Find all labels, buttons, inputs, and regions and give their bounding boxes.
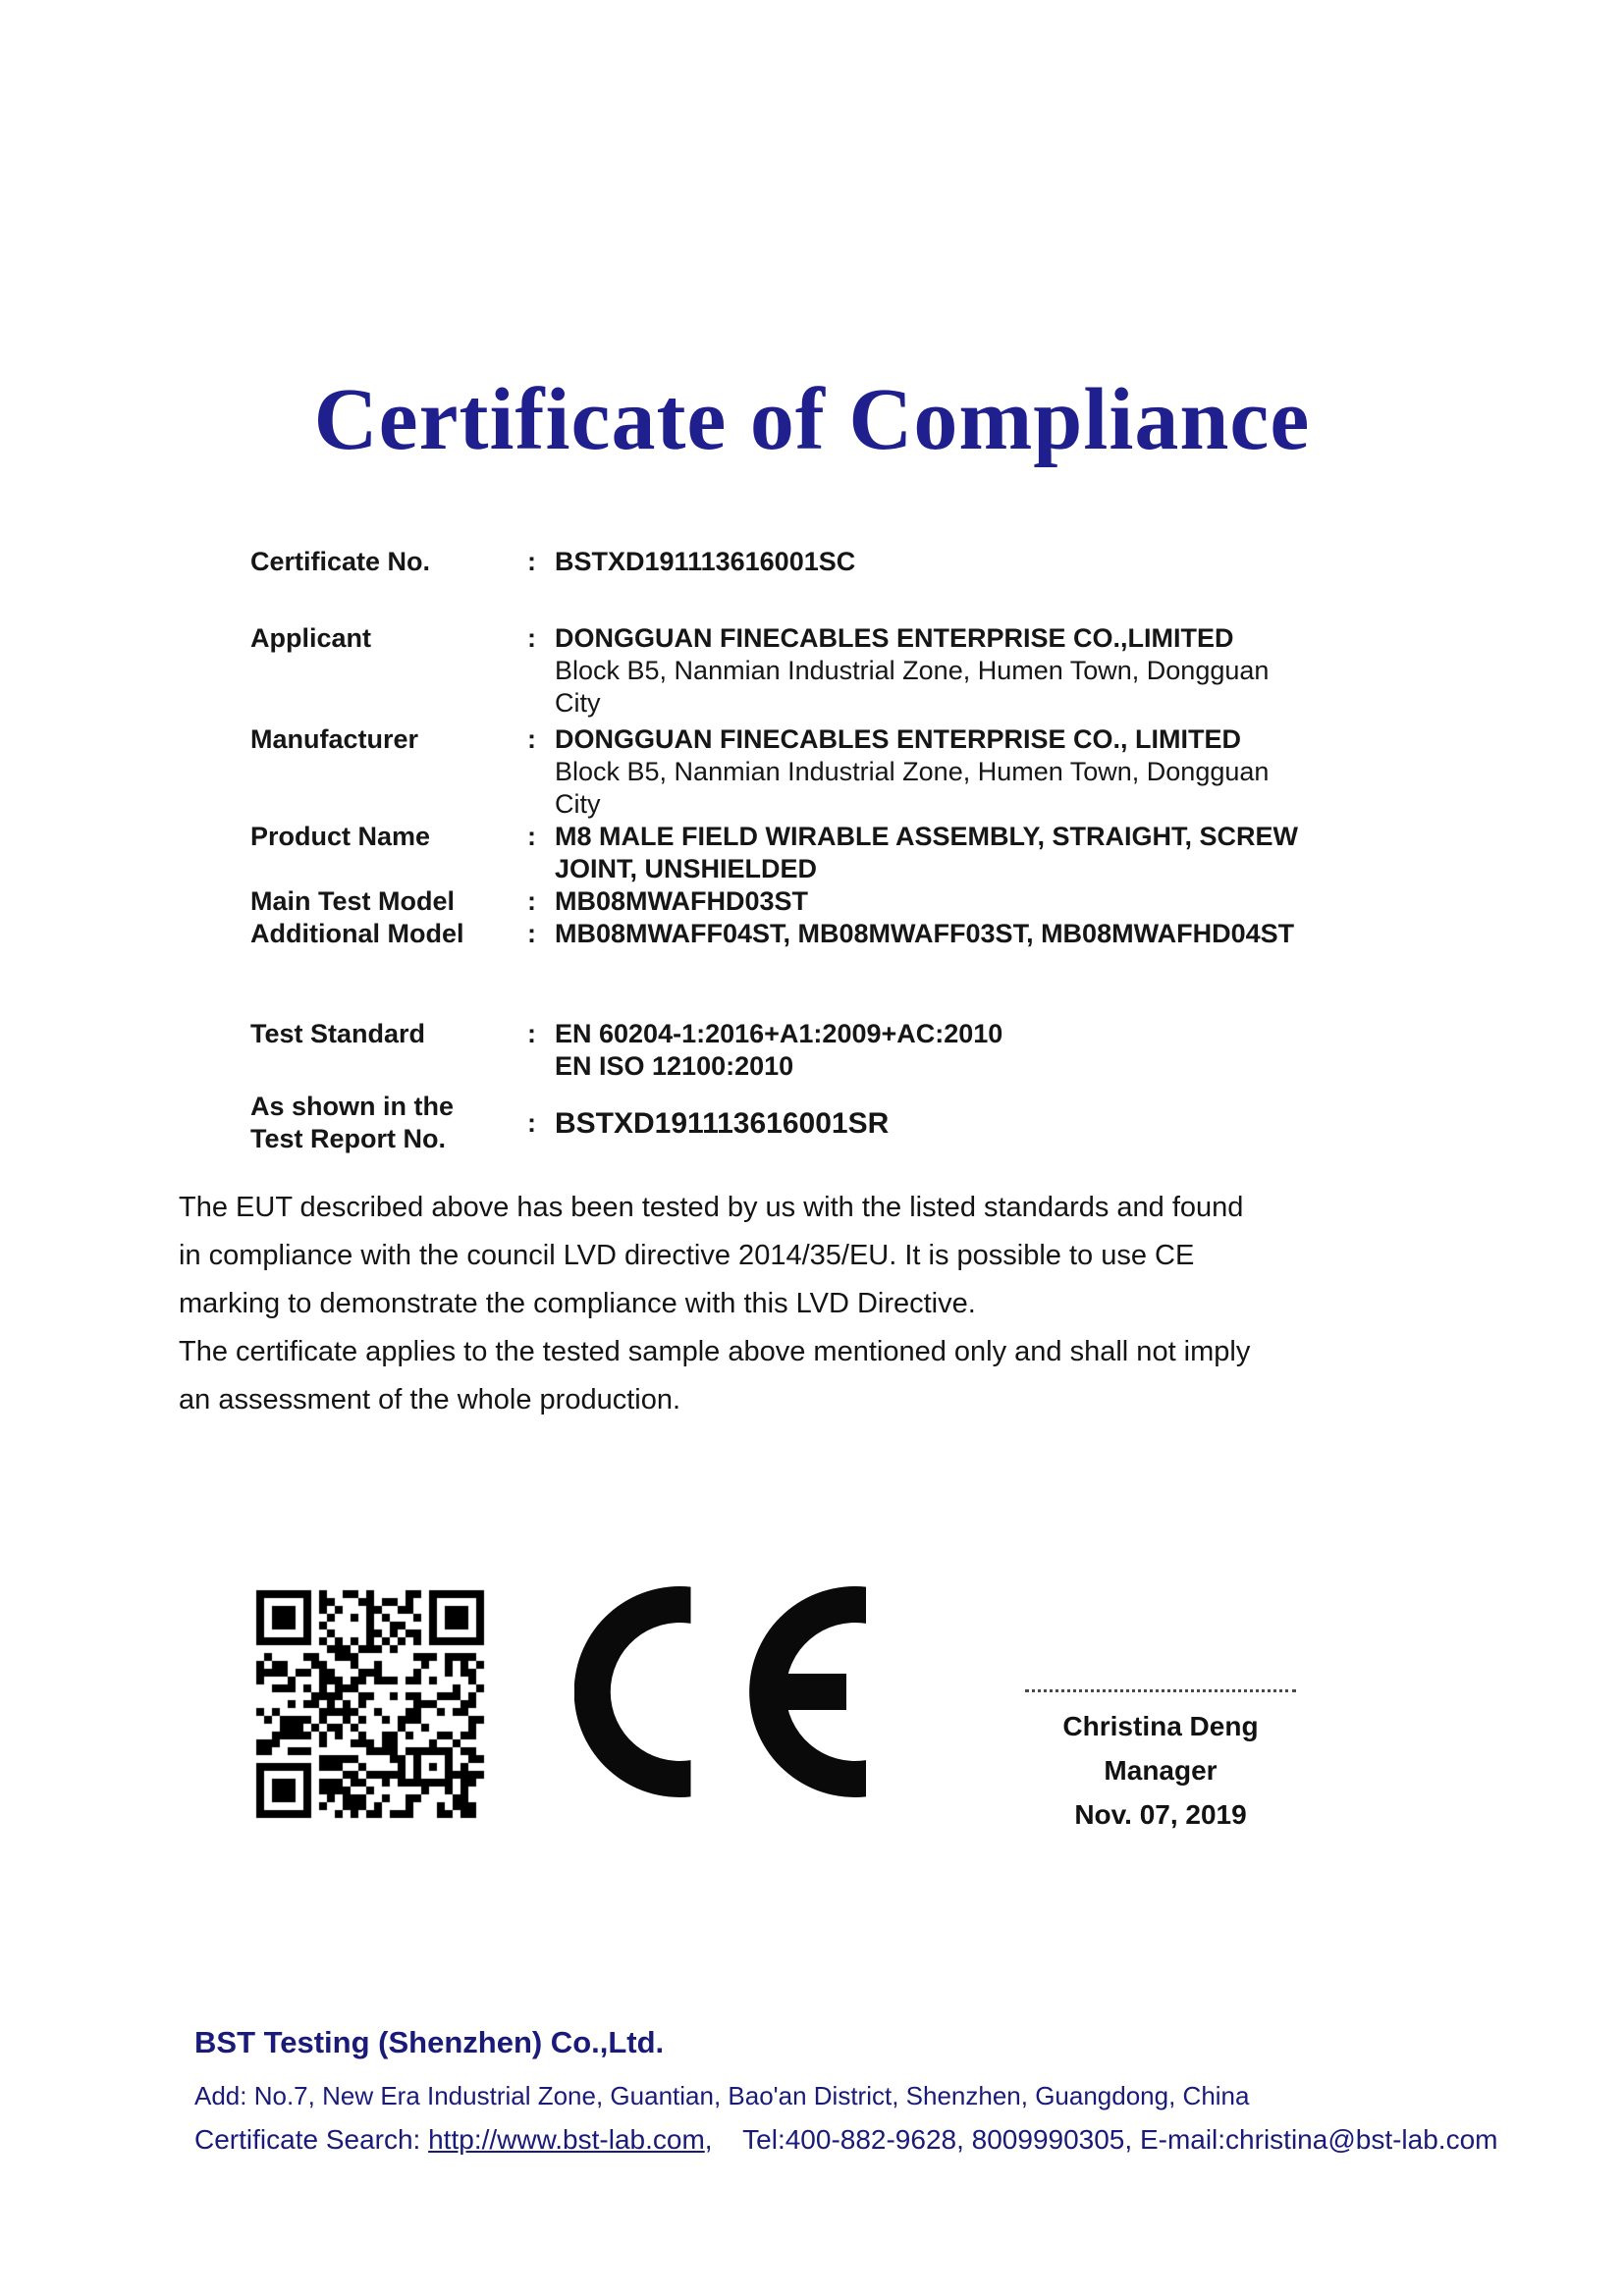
declaration-line: an assessment of the whole production. [179,1384,681,1415]
field-colon: : [527,822,536,851]
manufacturer-address-line2: City [555,789,601,819]
field-row-main-test-model [250,885,1478,918]
field-label-line1: As shown in the [250,1092,455,1121]
certificate-fields [250,546,1478,1155]
signatory-name: Christina Deng [1062,1711,1259,1741]
additional-model-value: MB08MWAFF04ST, MB08MWAFF03ST, MB08MWAFHD04ST [555,919,1295,948]
field-row-manufacturer [250,723,1478,821]
certificate-search-url[interactable]: http://www.bst-lab.com [428,2124,705,2155]
field-colon: : [527,724,536,754]
field-label: Main Test Model [250,886,456,916]
applicant-address-line2: City [555,688,601,718]
field-colon: : [527,919,536,948]
field-row-product-name [250,821,1478,885]
page-title: Certificate of Compliance [313,371,1311,468]
footer [194,2026,1497,2156]
declaration-line: marking to demonstrate the compliance with this LVD Directive. [179,1288,976,1319]
qr-code [254,1588,486,1820]
field-label: Test Standard [250,1019,426,1048]
declaration-paragraph [179,1184,1485,1424]
field-colon: : [527,886,536,916]
ce-letter-c [574,1586,691,1797]
field-label: Certificate No. [250,547,431,576]
field-row-applicant [250,622,1478,720]
field-label: Applicant [250,623,372,653]
test-report-no-value: BSTXD191113616001SR [555,1106,890,1140]
ce-mark [574,1586,866,1797]
test-standard-line1: EN 60204-1:2016+A1:2009+AC:2010 [555,1019,1003,1048]
field-label: Product Name [250,822,431,851]
footer-company-name: BST Testing (Shenzhen) Co.,Ltd. [194,2025,665,2059]
declaration-line: The EUT described above has been tested by us with the listed standards and found [179,1192,1244,1223]
field-colon: : [527,1019,536,1048]
field-row-additional-model [250,918,1478,950]
test-standard-line2: EN ISO 12100:2010 [555,1051,794,1081]
field-label-line2: Test Report No. [250,1124,447,1153]
ce-letter-e-bar [782,1674,846,1710]
field-colon: : [527,547,536,576]
footer-contact-line [194,2124,1497,2156]
main-test-model-value: MB08MWAFHD03ST [555,886,809,916]
manufacturer-address-line1: Block B5, Nanmian Industrial Zone, Humen Town, Dongguan [555,757,1270,786]
signatory-role: Manager [1104,1755,1218,1786]
product-name-line1: M8 MALE FIELD WIRABLE ASSEMBLY, STRAIGHT, SCREW [555,822,1299,851]
field-row-certificate-no [250,546,1478,578]
manufacturer-name: DONGGUAN FINECABLES ENTERPRISE CO., LIMITED [555,724,1242,754]
certificate-search-label: Certificate Search: [194,2124,421,2155]
declaration-line: in compliance with the council LVD directive 2014/35/EU. It is possible to use CE [179,1240,1195,1271]
field-colon: : [527,623,536,653]
signature-dotted-line [1025,1689,1296,1692]
field-row-test-standard [250,1018,1478,1083]
product-name-line2: JOINT, UNSHIELDED [555,854,818,883]
applicant-address-line1: Block B5, Nanmian Industrial Zone, Humen Town, Dongguan [555,656,1270,685]
field-colon: : [527,1107,536,1138]
signature-block [974,1704,1347,1837]
field-label: Manufacturer [250,724,419,754]
field-label: Additional Model [250,919,464,948]
field-row-test-report-no [250,1091,1478,1155]
certificate-no-value: BSTXD191113616001SC [555,547,856,576]
signature-date: Nov. 07, 2019 [1074,1799,1247,1830]
footer-contact-info: , Tel:400-882-9628, 8009990305, E-mail:christina@bst-lab.com [704,2124,1498,2155]
footer-address: Add: No.7, New Era Industrial Zone, Guantian, Bao'an District, Shenzhen, Guangdong, China [194,2081,1250,2110]
declaration-line: The certificate applies to the tested sample above mentioned only and shall not imply [179,1336,1251,1367]
applicant-name: DONGGUAN FINECABLES ENTERPRISE CO.,LIMITED [555,623,1234,653]
